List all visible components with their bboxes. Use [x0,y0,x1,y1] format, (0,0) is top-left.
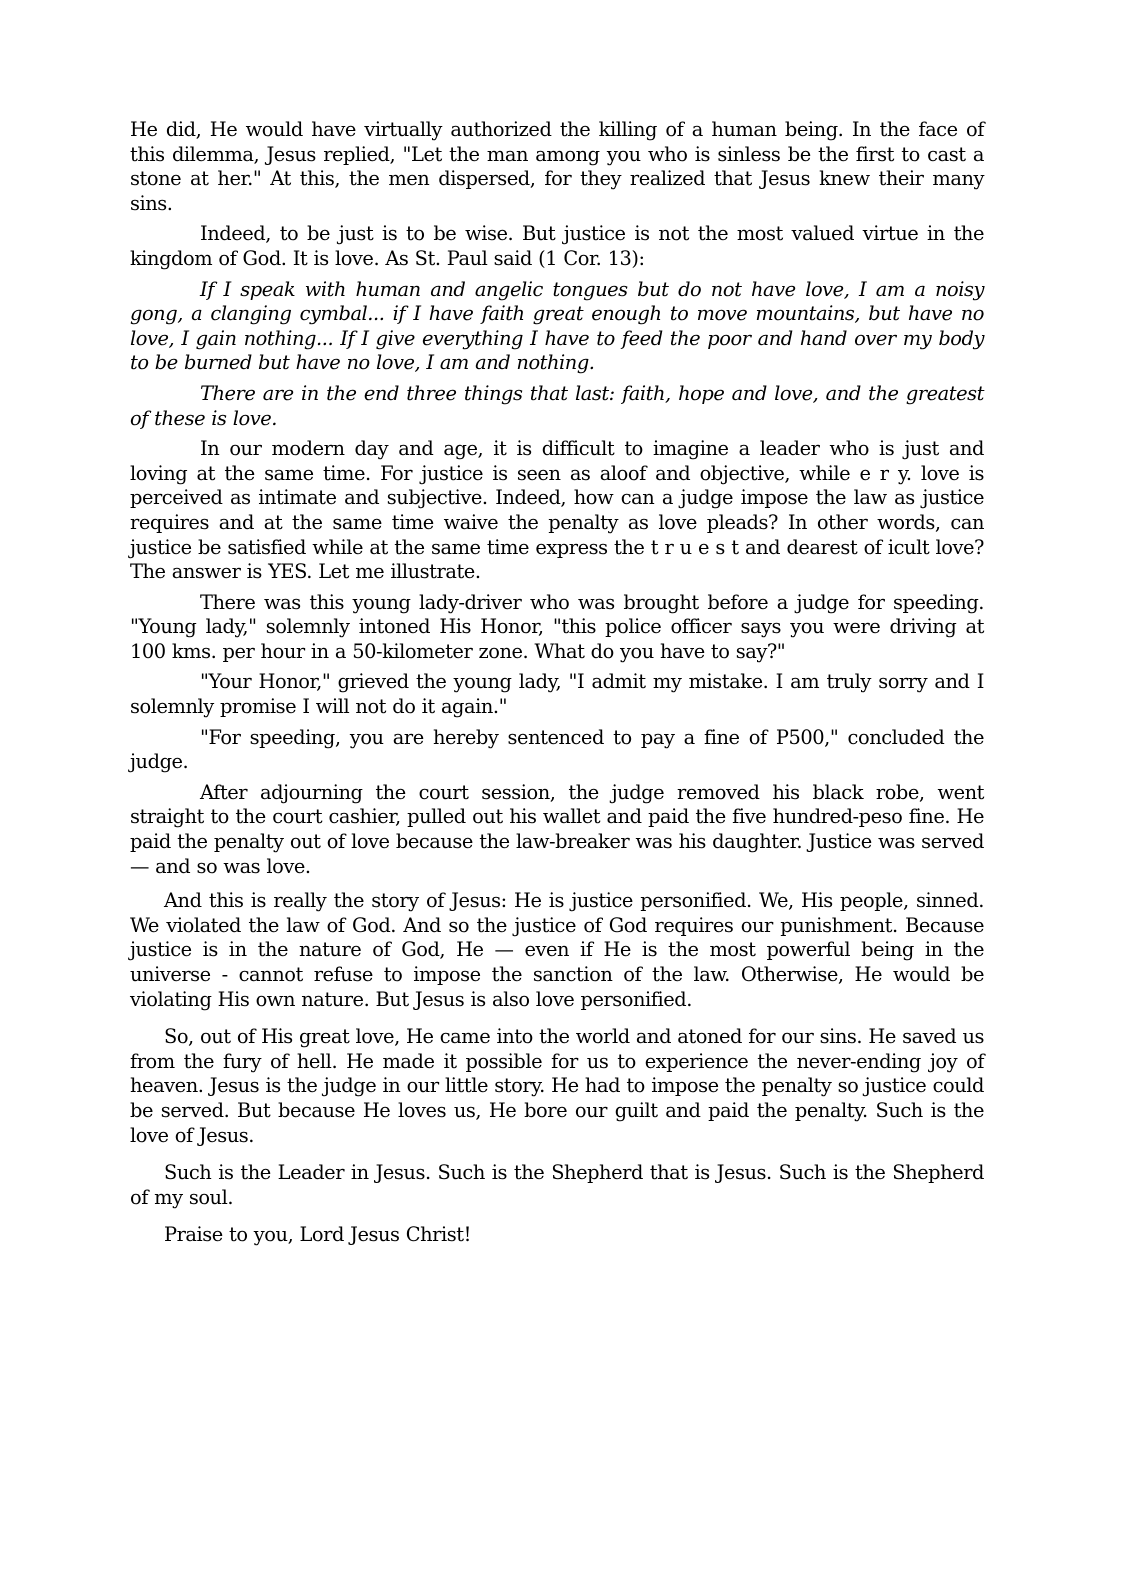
quote-corinthians: If I speak with human and angelic tongues but do not have love, I am a noisy gong, a clanging cymbal... if I have faith great enough to move mountains, but have no love, I gain nothing... If I give everything I have to feed the poor and hand over my body to be burned but have no love, I am and nothing. [130,277,984,375]
paragraph-shepherd: Such is the Leader in Jesus. Such is the Shepherd that is Jesus. Such is the Shepherd of my soul. [130,1161,984,1209]
paragraph-sentence: "For speeding, you are hereby sentenced to pay a fine of P500," concluded the judge. [130,725,984,774]
document-page [130,118,984,1248]
paragraph-praise: Praise to you, Lord Jesus Christ! [164,1223,471,1247]
paragraph-great-love: So, out of His great love, He came into the world and atoned for our sins. He saved us from the fury of hell. He made it possible for us to experience the never-ending joy of heaven. Jesus is the judge in our little story. He had to impose the penalty so justice could be served. But because He loves us, He bore our guilt and paid the penalty. Such is the love of Jesus. [130,1025,984,1147]
paragraph-modern-leader: In our modern day and age, it is difficult to imagine a leader who is just and loving at the same time. For justice is seen as aloof and objective, while e r y. love is perceived as intimate and subjective. Indeed, how can a judge impose the law as justice requires and at the same time waive the penalty as love pleads? In other words, can justice be satisfied while at the same time express the t r u e s t and dearest of icult love? The answer is YES. Let me illustrate. [130,437,984,584]
paragraph-your-honor: "Your Honor," grieved the young lady, "I admit my mistake. I am truly sorry and I solemnly promise I will not do it again." [130,670,984,719]
paragraph-justice-wisdom: Indeed, to be just is to be wise. But justice is not the most valued virtue in the kingdom of God. It is love. As St. Paul said (1 Cor. 13): [130,222,984,270]
paragraph-judge-pays: After adjourning the court session, the judge removed his black robe, went straight to the court cashier, pulled out his wallet and paid the five hundred-peso fine. He paid the penalty out of love because the law-breaker was his daughter. Justice was served — and so was love. [130,780,984,878]
paragraph-young-lady-story: There was this young lady-driver who was brought before a judge for speeding. "Young lady," solemnly intoned His Honor, "this police officer says you were driving at 100 kms. per hour in a 50-kilometer zone. What do you have to say?" [130,590,984,663]
quote-three-things: There are in the end three things that last: faith, hope and love, and the greatest of these is love. [130,381,984,430]
paragraph-continuation: He did, He would have virtually authorized the killing of a human being. In the face of this dilemma, Jesus replied, "Let the man among you who is sinless be the first to cast a stone at her." At this, the men dispersed, for they realized that Jesus knew their many sins. [130,118,984,215]
paragraph-story-of-jesus: And this is really the story of Jesus: He is justice personified. We, His people, sinned. We violated the law of God. And so the justice of God requires our punishment. Because justice is in the nature of God, He — even if He is the most powerful being in the universe - cannot refuse to impose the sanction of the law. Otherwise, He would be violating His own nature. But Jesus is also love personified. [130,889,984,1011]
